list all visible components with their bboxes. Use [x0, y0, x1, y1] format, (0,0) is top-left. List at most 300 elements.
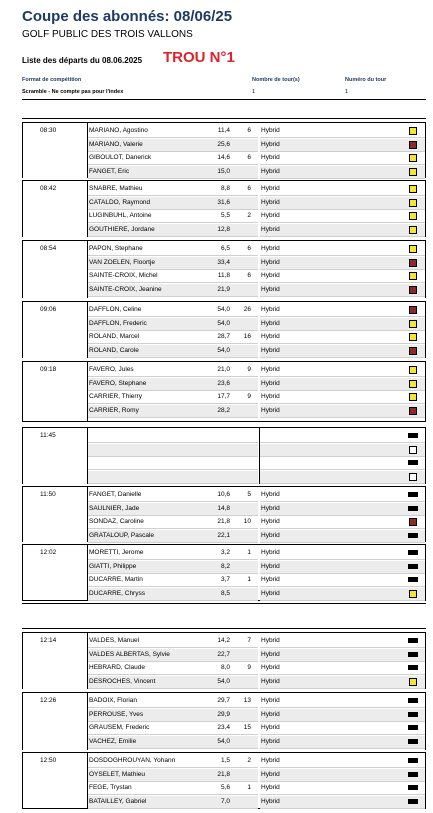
player-index: 12,8 [217, 225, 230, 233]
player-name: CARRIER, Thierry [89, 393, 142, 400]
player-index: 11,8 [217, 272, 230, 279]
player-index: 8,0 [220, 664, 230, 671]
tee-color-icon [409, 245, 417, 253]
player-row [88, 502, 425, 516]
group-top-border [22, 752, 426, 753]
player-name: FEGE, Trystan [89, 784, 132, 791]
row-shading [260, 197, 425, 209]
row-shading [260, 444, 425, 456]
group-left-border [22, 301, 23, 358]
tee-group [22, 427, 426, 484]
tee-time: 12:50 [40, 757, 57, 764]
player-name: ROLAND, Marcel [89, 333, 140, 340]
team-index: 10 [243, 518, 251, 525]
player-row [88, 209, 425, 223]
group-right-border [425, 301, 426, 358]
player-name: FAVERO, Stephane [89, 379, 147, 387]
player-index: 11,4 [217, 127, 230, 134]
player-index: 14,6 [217, 154, 230, 161]
player-row [88, 735, 425, 749]
group-left-border [22, 486, 23, 542]
row-separator [260, 483, 425, 484]
player-row [88, 587, 425, 601]
tee-type: Hybrid [261, 366, 280, 373]
team-index: 6 [247, 272, 251, 279]
tee-color-icon [409, 393, 417, 401]
tee-type: Hybrid [261, 167, 280, 175]
group-top-border [22, 427, 426, 428]
player-name: HEBRARD, Claude [89, 664, 145, 671]
team-index: 2 [247, 212, 251, 219]
round-number-value: 1 [345, 89, 349, 95]
team-index: 7 [247, 637, 251, 644]
player-row [88, 256, 425, 270]
player-row [88, 303, 425, 317]
row-shading [260, 345, 425, 357]
player-row [88, 560, 425, 574]
marker-bar-icon [408, 577, 418, 582]
tee-time: 08:42 [40, 185, 57, 192]
group-right-border [425, 692, 426, 750]
tee-time: 11:50 [40, 491, 56, 498]
row-separator [260, 296, 425, 297]
row-shading [260, 530, 425, 542]
player-index: 28,7 [217, 333, 230, 340]
marker-bar-icon [408, 725, 418, 730]
club-name: GOLF PUBLIC DES TROIS VALLONS [22, 29, 193, 40]
group-top-border [22, 240, 426, 241]
player-name: BATAILLEY, Gabriel [89, 797, 147, 805]
rounds-label: Nombre de tour(s) [252, 77, 300, 83]
row-separator [88, 808, 258, 809]
marker-bar-icon [408, 758, 418, 763]
player-index: 28,2 [217, 406, 230, 414]
group-top-border [22, 632, 426, 633]
tee-type: Hybrid [261, 549, 280, 556]
marker-bar-icon [408, 492, 418, 497]
player-row [88, 768, 425, 782]
marker-bar-icon [408, 712, 418, 717]
player-name: VALDES, Manuel [89, 637, 140, 644]
row-separator [260, 542, 425, 543]
row-separator [88, 236, 258, 237]
listing-date: Liste des départs du 08.06.2025 [22, 56, 143, 65]
tee-color-icon [409, 306, 417, 314]
tee-time: 12:14 [40, 637, 57, 644]
group-top-border [22, 486, 426, 487]
player-name: DAFFLON, Celine [89, 306, 142, 313]
team-index: 15 [243, 724, 251, 731]
tee-color-icon [409, 407, 417, 415]
player-name: VALDES ALBERTAS, Sylvie [89, 650, 170, 658]
tee-type: Hybrid [261, 637, 280, 644]
tee-type: Hybrid [261, 677, 280, 685]
marker-bar-icon [408, 550, 418, 555]
section-top-border [22, 118, 426, 119]
group-top-border [22, 361, 426, 362]
team-index: 6 [247, 127, 251, 134]
player-row [88, 269, 425, 283]
tee-type: Hybrid [261, 406, 280, 414]
player-row [88, 708, 425, 722]
tee-type: Hybrid [261, 697, 280, 704]
group-left-border [22, 632, 23, 689]
row-separator [88, 178, 258, 179]
row-separator [88, 296, 258, 297]
tee-type: Hybrid [261, 272, 280, 279]
tee-type: Hybrid [261, 784, 280, 791]
marker-bar-icon [408, 638, 418, 643]
player-row [88, 317, 425, 331]
row-shading [260, 649, 425, 661]
row-shading [260, 561, 425, 573]
player-index: 21,8 [217, 770, 230, 778]
tee-type: Hybrid [261, 664, 280, 671]
group-right-border [425, 427, 426, 484]
team-index: 9 [247, 664, 251, 671]
row-shading [260, 166, 425, 178]
row-shading [88, 444, 258, 456]
group-left-border [22, 752, 23, 808]
tee-type: Hybrid [261, 258, 280, 266]
row-shading [260, 676, 425, 688]
row-shading [260, 318, 425, 330]
marker-bar-icon [408, 785, 418, 790]
tee-color-icon [409, 168, 417, 176]
tee-group [22, 544, 426, 600]
row-separator [88, 748, 258, 749]
team-index: 6 [247, 154, 251, 161]
tee-color-icon [409, 590, 417, 598]
player-index: 8,2 [220, 562, 230, 570]
player-index: 7,0 [220, 797, 230, 805]
player-row [88, 124, 425, 138]
player-row [88, 721, 425, 735]
tee-type: Hybrid [261, 333, 280, 340]
page-title: Coupe des abonnés: 08/06/25 [22, 8, 233, 25]
player-name: OYSELET, Mathieu [89, 770, 145, 778]
marker-bar-icon [408, 698, 418, 703]
format-value: Scramble - Ne compte pas pour l'index [22, 89, 124, 95]
row-separator [260, 417, 425, 418]
team-index: 1 [247, 784, 251, 791]
tee-group [22, 240, 426, 298]
tee-color-icon [409, 518, 417, 526]
tee-type: Hybrid [261, 491, 280, 498]
player-row [88, 429, 425, 443]
player-index: 5,5 [220, 212, 230, 219]
rounds-value: 1 [252, 89, 256, 95]
team-index: 5 [247, 491, 251, 498]
player-index: 23,4 [217, 724, 230, 731]
section-bottom-border [22, 603, 426, 604]
marker-bar-icon [408, 652, 418, 657]
player-row [88, 223, 425, 237]
tee-color-icon [409, 473, 417, 481]
player-row [88, 138, 425, 152]
player-index: 3,2 [220, 549, 230, 556]
tee-time: 12:02 [40, 549, 57, 556]
group-right-border [425, 486, 426, 542]
tee-color-icon [409, 226, 417, 234]
row-separator [88, 357, 258, 358]
tee-type: Hybrid [261, 154, 280, 161]
row-separator [260, 600, 425, 601]
player-row [88, 456, 425, 470]
tee-color-icon [409, 127, 417, 135]
tee-type: Hybrid [261, 710, 280, 718]
tee-color-icon [409, 154, 417, 162]
player-index: 54,0 [217, 346, 230, 354]
player-name: DUCARRE, Martin [89, 576, 143, 583]
player-name: BADOIX, Florian [89, 697, 138, 704]
marker-bar-icon [408, 665, 418, 670]
tee-type: Hybrid [261, 245, 280, 252]
marker-bar-icon [408, 460, 418, 465]
tee-color-icon [409, 212, 417, 220]
tee-type: Hybrid [261, 531, 280, 539]
player-index: 15,0 [217, 167, 230, 175]
tee-type: Hybrid [261, 797, 280, 805]
row-shading [260, 471, 425, 483]
player-index: 22,7 [217, 650, 230, 658]
player-name: FANGET, Danielle [89, 491, 142, 498]
tee-type: Hybrid [261, 518, 280, 525]
group-left-border [22, 180, 23, 237]
tee-time: 09:18 [40, 366, 57, 373]
tee-type: Hybrid [261, 346, 280, 354]
tee-type: Hybrid [261, 770, 280, 778]
player-row [88, 661, 425, 675]
tee-type: Hybrid [261, 198, 280, 206]
tee-color-icon [409, 199, 417, 207]
marker-bar-icon [408, 799, 418, 804]
tee-type: Hybrid [261, 225, 280, 233]
player-name: GRATALOUP, Pascale [89, 531, 155, 539]
row-shading [260, 257, 425, 269]
tee-time: 09:06 [40, 306, 57, 313]
row-separator [88, 483, 258, 484]
row-separator [260, 178, 425, 179]
player-row [88, 754, 425, 768]
group-left-border [22, 240, 23, 298]
row-shading [260, 588, 425, 600]
row-shading [260, 769, 425, 781]
tee-color-icon [409, 259, 417, 267]
player-name: DUCARRE, Chryss [89, 589, 145, 597]
player-name: MARIANO, Valerie [89, 140, 143, 148]
tee-type: Hybrid [261, 504, 280, 512]
row-separator [88, 542, 258, 543]
player-row [88, 546, 425, 560]
player-name: SONDAZ, Caroline [89, 518, 144, 525]
group-left-border [22, 361, 23, 421]
tee-color-icon [409, 320, 417, 328]
row-separator [88, 688, 258, 689]
tee-type: Hybrid [261, 757, 280, 764]
player-index: 31,6 [217, 198, 230, 206]
team-index: 1 [247, 549, 251, 556]
player-name: DOSDOGHROUYAN, Yohann [89, 757, 176, 764]
player-index: 8,8 [220, 185, 230, 192]
tee-type: Hybrid [261, 212, 280, 219]
tee-time: 11:45 [40, 432, 56, 439]
tee-color-icon [409, 185, 417, 193]
tee-color-icon [409, 446, 417, 454]
group-top-border [22, 544, 426, 545]
row-separator [260, 808, 425, 809]
row-shading [88, 471, 258, 483]
tee-type: Hybrid [261, 589, 280, 597]
group-right-border [425, 544, 426, 600]
tee-group [22, 122, 426, 178]
player-name: LUGINBUHL, Antoine [89, 212, 152, 219]
tee-color-icon [409, 286, 417, 294]
group-right-border [425, 122, 426, 178]
player-index: 8,5 [220, 589, 230, 597]
player-name: MORETTI, Jerome [89, 549, 144, 556]
player-index: 1,5 [220, 757, 230, 764]
player-name: SAINTE-CROIX, Jeanine [89, 285, 162, 293]
team-index: 6 [247, 185, 251, 192]
player-row [88, 330, 425, 344]
tee-type: Hybrid [261, 379, 280, 387]
team-index: 2 [247, 757, 251, 764]
tee-type: Hybrid [261, 140, 280, 148]
player-index: 14,2 [217, 637, 230, 644]
player-name: FANGET, Eric [89, 167, 130, 175]
marker-bar-icon [408, 506, 418, 511]
player-name: GIATTI, Philippe [89, 562, 137, 570]
tee-type: Hybrid [261, 285, 280, 293]
group-bottom-border [22, 421, 426, 422]
player-name: SAINTE-CROIX, Michel [89, 272, 158, 279]
player-index: 6,5 [220, 245, 230, 252]
tee-color-icon [409, 141, 417, 149]
tee-type: Hybrid [261, 185, 280, 192]
player-index: 54,0 [217, 319, 230, 327]
tee-color-icon [409, 272, 417, 280]
player-index: 23,6 [217, 379, 230, 387]
player-index: 54,0 [217, 737, 230, 745]
tee-group [22, 301, 426, 358]
tee-type: Hybrid [261, 576, 280, 583]
player-row [88, 151, 425, 165]
section-top-border [22, 628, 426, 629]
player-index: 17,7 [217, 393, 230, 400]
group-left-border [22, 427, 23, 484]
team-index: 1 [247, 576, 251, 583]
player-row [88, 404, 425, 418]
tee-time: 08:54 [40, 245, 57, 252]
player-name: CATALDO, Raymond [89, 198, 151, 206]
group-top-border [22, 122, 426, 123]
player-index: 29,7 [217, 697, 230, 704]
marker-bar-icon [408, 533, 418, 538]
player-index: 14,8 [217, 504, 230, 512]
tee-type: Hybrid [261, 393, 280, 400]
group-top-border [22, 301, 426, 302]
player-row [88, 344, 425, 358]
player-row [88, 283, 425, 297]
marker-bar-icon [408, 772, 418, 777]
player-index: 10,6 [217, 491, 230, 498]
group-right-border [425, 752, 426, 808]
row-shading [260, 139, 425, 151]
player-index: 21,8 [217, 518, 230, 525]
player-index: 25,6 [217, 140, 230, 148]
marker-bar-icon [408, 564, 418, 569]
player-row [88, 377, 425, 391]
row-shading [260, 405, 425, 417]
header-divider [22, 99, 426, 100]
group-top-border [22, 180, 426, 181]
row-separator [88, 417, 258, 418]
group-top-border [22, 692, 426, 693]
tee-type: Hybrid [261, 562, 280, 570]
player-name: ROLAND, Carole [89, 346, 139, 354]
player-index: 54,0 [217, 677, 230, 685]
row-shading [260, 503, 425, 515]
player-row [88, 390, 425, 404]
player-name: CARRIER, Romy [89, 406, 139, 414]
player-index: 3,7 [220, 576, 230, 583]
player-index: 5,6 [220, 784, 230, 791]
player-index: 54,0 [217, 306, 230, 313]
player-name: GRAUSEM, Frederic [89, 724, 150, 731]
tee-color-icon [409, 366, 417, 374]
team-index: 9 [247, 393, 251, 400]
marker-bar-icon [408, 739, 418, 744]
player-row [88, 795, 425, 809]
tee-group [22, 692, 426, 750]
player-row [88, 363, 425, 377]
player-name: VACHEZ, Emilie [89, 737, 137, 745]
tee-type: Hybrid [261, 319, 280, 327]
tee-group [22, 180, 426, 237]
row-separator [88, 600, 258, 601]
player-name: SNABRE, Mathieu [89, 185, 143, 192]
player-name: PAPON, Stephane [89, 245, 143, 252]
team-index: 9 [247, 366, 251, 373]
player-row [88, 443, 425, 457]
row-shading [260, 284, 425, 296]
player-name: VAN ZOELEN, Floortje [89, 258, 155, 266]
hole-number: TROU N°1 [163, 49, 235, 66]
group-right-border [425, 632, 426, 689]
player-name: GOUTHIERE, Jordane [89, 225, 155, 233]
row-shading [260, 736, 425, 748]
tee-group [22, 361, 426, 421]
tee-color-icon [409, 380, 417, 388]
group-left-border [22, 122, 23, 178]
team-index: 16 [243, 333, 251, 340]
team-index: 6 [247, 245, 251, 252]
row-shading [260, 378, 425, 390]
row-shading [260, 709, 425, 721]
player-index: 22,1 [217, 531, 230, 539]
player-row [88, 242, 425, 256]
group-right-border [425, 361, 426, 421]
tee-time: 08:30 [40, 127, 57, 134]
row-separator [260, 357, 425, 358]
tee-type: Hybrid [261, 724, 280, 731]
tee-type: Hybrid [261, 737, 280, 745]
player-row [88, 634, 425, 648]
tee-type: Hybrid [261, 306, 280, 313]
player-name: PERROUSE, Yves [89, 710, 144, 718]
tee-color-icon [409, 678, 417, 686]
